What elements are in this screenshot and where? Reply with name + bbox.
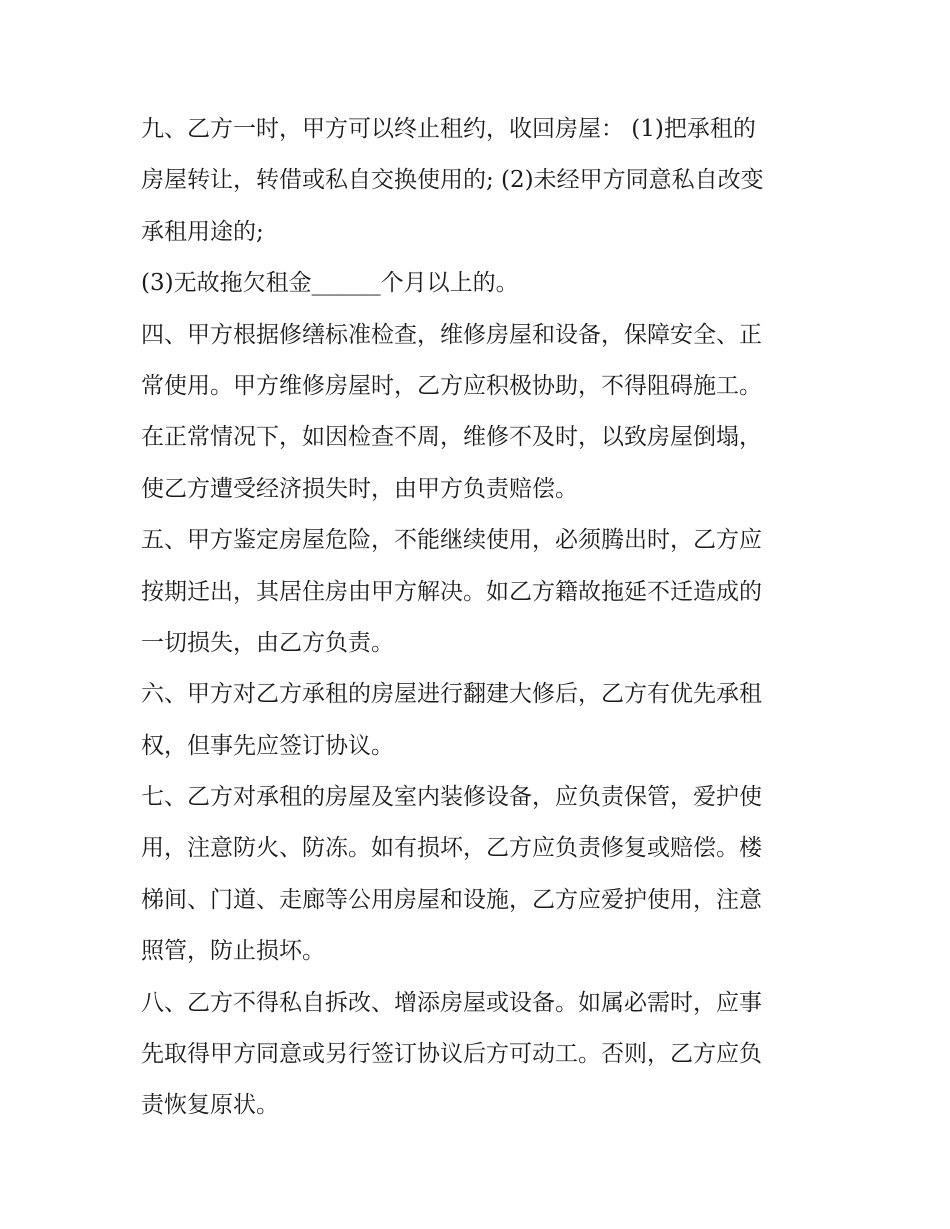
text-line: 用，注意防火、防冻。如有损坏，乙方应负责修复或赔偿。楼 [141, 835, 762, 862]
text-line: 九、乙方一时，甲方可以终止租约，收回房屋： (1)把承租的 [141, 116, 756, 142]
text-line: 使乙方遭受经济损失时，由甲方负责赔偿。 [141, 475, 578, 502]
text-line: 按期迁出，其居住房由甲方解决。如乙方籍故拖延不迁造成的 [141, 578, 762, 605]
text-line: 八、乙方不得私自拆改、增添房屋或设备。如属必需时，应事 [141, 989, 762, 1016]
text-line: 照管，防止损坏。 [141, 938, 325, 965]
text-line: (3)无故拖欠租金______个月以上的。 [141, 270, 519, 297]
text-line: 责恢复原状。 [141, 1092, 279, 1119]
text-line: 在正常情况下，如因检查不周，维修不及时，以致房屋倒塌， [141, 424, 762, 451]
text-line: 先取得甲方同意或另行签订协议后方可动工。否则，乙方应负 [141, 1041, 762, 1068]
contract-text-body [141, 104, 821, 1132]
text-line: 房屋转让，转借或私自交换使用的; (2)未经甲方同意私自改变 [141, 167, 764, 194]
text-line: 四、甲方根据修缮标准检查，维修房屋和设备，保障安全、正 [141, 321, 762, 348]
text-line: 常使用。甲方维修房屋时，乙方应积极协助，不得阻碍施工。 [141, 372, 762, 399]
text-line: 七、乙方对承租的房屋及室内装修设备，应负责保管，爱护使 [141, 784, 762, 811]
text-line: 六、甲方对乙方承租的房屋进行翻建大修后，乙方有优先承租 [141, 681, 762, 708]
text-line: 一切损失，由乙方负责。 [141, 629, 394, 656]
text-line: 五、甲方鉴定房屋危险，不能继续使用，必须腾出时，乙方应 [141, 527, 762, 554]
text-line: 权，但事先应签订协议。 [141, 732, 394, 759]
text-line: 承租用途的; [141, 218, 264, 245]
text-line: 梯间、门道、走廊等公用房屋和设施，乙方应爱护使用，注意 [141, 886, 762, 913]
